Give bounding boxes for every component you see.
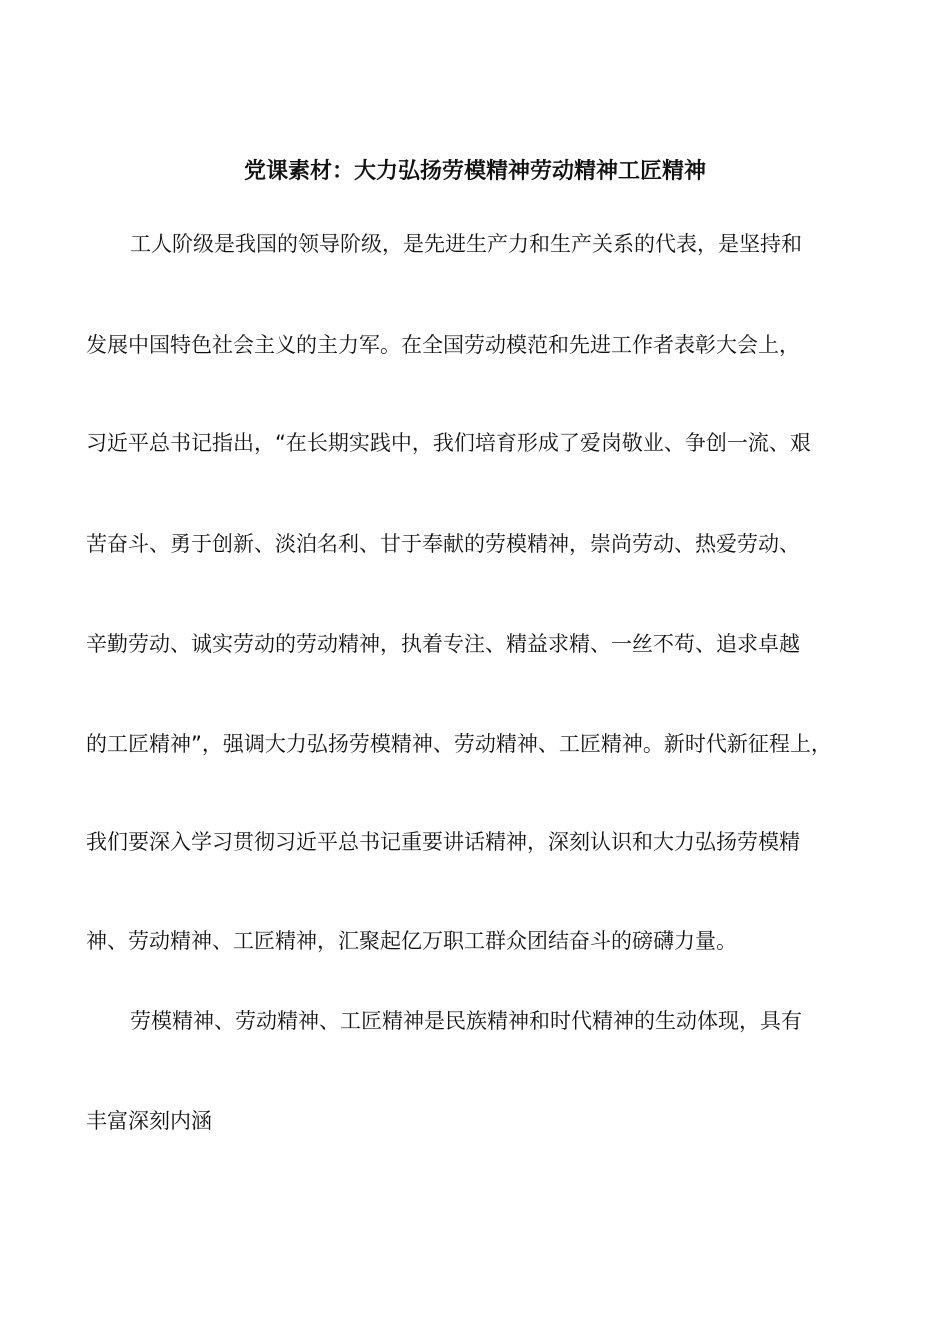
paragraph-line: 工人阶级是我国的领导阶级，是先进生产力和生产关系的代表，是坚持和 <box>130 232 802 256</box>
paragraph-line: 的工匠精神”，强调大力弘扬劳模精神、劳动精神、工匠精神。新时代新征程上， <box>86 732 832 756</box>
paragraph-line: 发展中国特色社会主义的主力军。在全国劳动模范和先进工作者表彰大会上， <box>86 333 800 357</box>
paragraph-line: 神、劳动精神、工匠精神，汇聚起亿万职工群众团结奋斗的磅礴力量。 <box>86 929 737 953</box>
document-title: 党课素材：大力弘扬劳模精神劳动精神工匠精神 <box>243 159 706 184</box>
paragraph-line: 我们要深入学习贯彻习近平总书记重要讲话精神，深刻认识和大力弘扬劳模精 <box>86 830 800 854</box>
paragraph-line: 辛勤劳动、诚实劳动的劳动精神，执着专注、精益求精、一丝不苟、追求卓越 <box>86 632 800 656</box>
paragraph-line: 劳模精神、劳动精神、工匠精神是民族精神和时代精神的生动体现，具有 <box>130 1009 802 1033</box>
paragraph-line: 苦奋斗、勇于创新、淡泊名利、甘于奉献的劳模精神，崇尚劳动、热爱劳动、 <box>86 532 800 556</box>
paragraph-line: 丰富深刻内涵 <box>86 1109 212 1133</box>
paragraph-line: 习近平总书记指出，“在长期实践中，我们培育形成了爱岗敬业、争创一流、艰 <box>86 431 811 455</box>
